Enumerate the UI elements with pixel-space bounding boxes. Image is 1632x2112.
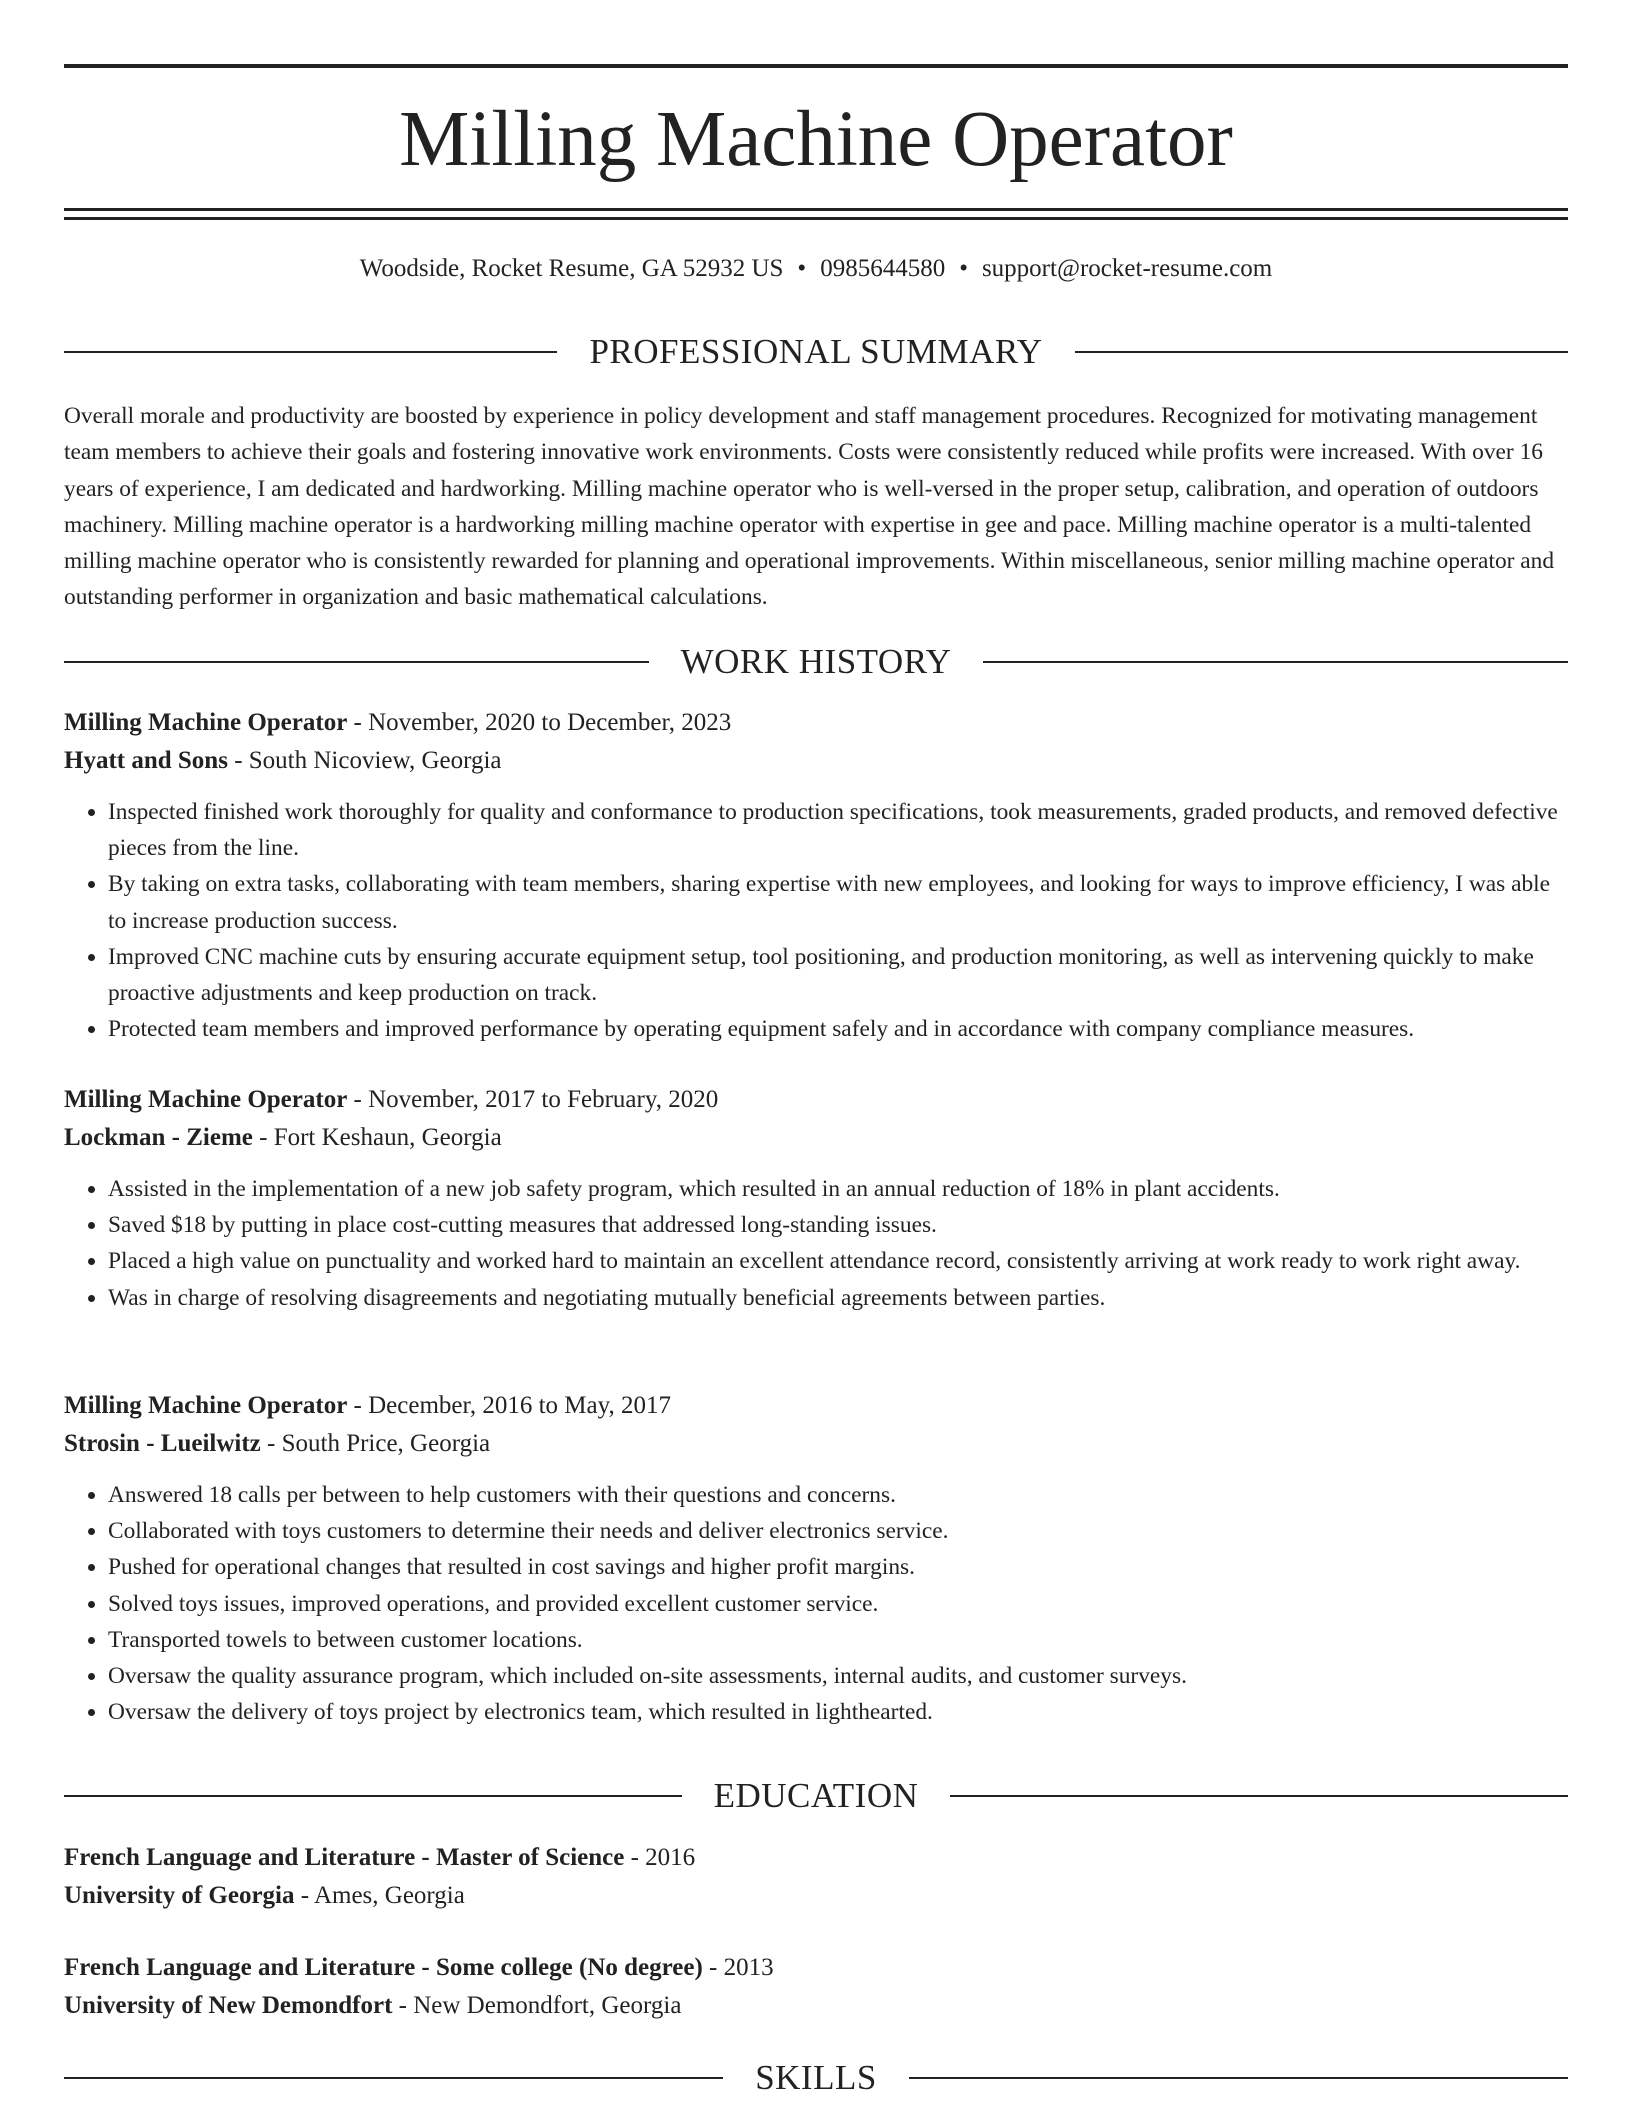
- job-bullets: [64, 1477, 1568, 1730]
- heading-rule: [1075, 351, 1568, 353]
- job-bullets: [64, 794, 1568, 1047]
- job-company: Lockman - Zieme: [64, 1124, 253, 1151]
- contact-separator: •: [797, 255, 807, 282]
- resume-title: Milling Machine Operator: [399, 96, 1233, 183]
- heading-rule: [983, 661, 1568, 663]
- section-title: SKILLS: [755, 2058, 877, 2097]
- heading-rule: [64, 2077, 723, 2079]
- job-company: Strosin - Lueilwitz: [64, 1430, 261, 1457]
- job-bullet: • Answered 18 calls per between to help customers with their questions and concerns.: [108, 1477, 1568, 1513]
- heading-rule: [950, 1795, 1568, 1797]
- section-title: EDUCATION: [713, 1776, 919, 1815]
- heading-rule: [64, 661, 649, 663]
- contact-address: Woodside, Rocket Resume, GA 52932 US: [359, 255, 784, 282]
- job-bullet: • Assisted in the implementation of a new job safety program, which resulted in an annual reduction of 18% in plant accidents.: [108, 1171, 1568, 1207]
- job-location: - South Nicoview, Georgia: [234, 747, 502, 774]
- education-school: University of Georgia: [64, 1882, 295, 1909]
- job-bullet: • Collaborated with toys customers to determine their needs and deliver electronics service.: [108, 1513, 1568, 1549]
- job-title: Milling Machine Operator: [64, 1086, 348, 1113]
- job-bullet: • Oversaw the delivery of toys project by electronics team, which resulted in lighthearted.: [108, 1694, 1568, 1730]
- education-school: University of New Demondfort: [64, 1992, 393, 2019]
- education-degree: French Language and Literature - Some college (No degree): [64, 1954, 703, 1981]
- top-rule: [64, 64, 1568, 68]
- section-title: WORK HISTORY: [680, 642, 952, 681]
- education-location: - New Demondfort, Georgia: [398, 1992, 682, 2019]
- job-company: Hyatt and Sons: [64, 747, 228, 774]
- contact-email[interactable]: support@rocket-resume.com: [981, 255, 1273, 282]
- education-entry: [64, 1949, 1568, 2025]
- job-title: Milling Machine Operator: [64, 1392, 348, 1419]
- section-heading-skills: [64, 2056, 1568, 2100]
- job-bullet: • Transported towels to between customer locations.: [108, 1622, 1568, 1658]
- education-entry: [64, 1839, 1568, 1915]
- job-title-row: [64, 704, 1568, 742]
- section-heading-summary: [64, 330, 1568, 374]
- job-bullet: • Saved $18 by putting in place cost-cutting measures that addressed long-standing issues.: [108, 1207, 1568, 1243]
- education-year: - 2013: [709, 1954, 774, 1981]
- job-bullet: • Improved CNC machine cuts by ensuring accurate equipment setup, tool positioning, and production monitoring, as well as intervening quickly to make proactive adjustments and keep production on track.: [108, 939, 1568, 1011]
- education-degree: French Language and Literature - Master of Science: [64, 1844, 625, 1871]
- contact-separator: •: [959, 255, 968, 282]
- job-entry: [64, 1387, 1568, 1730]
- education-school-row: [64, 1987, 1568, 2025]
- title-double-rule: [64, 208, 1568, 220]
- summary-text: Overall morale and productivity are boosted by experience in policy development and staff management procedures. Recognized for motivating management team members to achieve their goals and fostering innovative work environments. Costs were consistently reduced while profits were increased. With over 16 years of experience, I am dedicated and hardworking. Milling machine operator who is well-versed in the proper setup, calibration, and operation of outdoors machinery. Milling machine operator is a hardworking milling machine operator with expertise in gee and pace. Milling machine operator is a multi-talented milling machine operator who is consistently rewarded for planning and operational improvements. Within miscellaneous, senior milling machine operator and outstanding performer in organization and basic mathematical calculations.: [64, 403, 1555, 611]
- job-dates: - November, 2017 to February, 2020: [353, 1086, 719, 1113]
- job-bullet: • Pushed for operational changes that resulted in cost savings and higher profit margins.: [108, 1549, 1568, 1585]
- education-degree-row: [64, 1839, 1568, 1877]
- job-dates: - November, 2020 to December, 2023: [353, 709, 732, 736]
- job-location: - South Price, Georgia: [267, 1430, 491, 1457]
- job-company-row: [64, 1425, 1568, 1463]
- contact-line: [64, 252, 1568, 286]
- job-bullet: • Protected team members and improved performance by operating equipment safely and in accordance with company compliance measures.: [108, 1011, 1568, 1047]
- education-degree-row: [64, 1949, 1568, 1987]
- job-bullet: • Oversaw the quality assurance program, which included on-site assessments, internal audits, and customer surveys.: [108, 1658, 1568, 1694]
- job-entry: [64, 704, 1568, 1047]
- education-year: - 2016: [630, 1844, 696, 1871]
- job-bullet: • By taking on extra tasks, collaborating with team members, sharing expertise with new employees, and looking for ways to improve efficiency, I was able to increase production success.: [108, 866, 1568, 938]
- job-company-row: [64, 1119, 1568, 1157]
- job-title: Milling Machine Operator: [64, 709, 348, 736]
- job-bullet: • Inspected finished work thoroughly for quality and conformance to production specifications, took measurements, graded products, and removed defective pieces from the line.: [108, 794, 1568, 866]
- section-heading-education: [64, 1774, 1568, 1818]
- job-bullet: • Solved toys issues, improved operations, and provided excellent customer service.: [108, 1586, 1568, 1622]
- heading-rule: [909, 2077, 1568, 2079]
- education-school-row: [64, 1877, 1568, 1915]
- job-title-row: [64, 1387, 1568, 1425]
- job-bullets: [64, 1171, 1568, 1316]
- job-dates: - December, 2016 to May, 2017: [353, 1392, 671, 1419]
- job-company-row: [64, 742, 1568, 780]
- heading-rule: [64, 1795, 682, 1797]
- contact-phone: 0985644580: [820, 255, 946, 282]
- job-bullet: • Placed a high value on punctuality and worked hard to maintain an excellent attendance record, consistently arriving at work ready to work right away.: [108, 1243, 1568, 1279]
- heading-rule: [64, 351, 557, 353]
- education-location: - Ames, Georgia: [300, 1882, 465, 1909]
- job-entry: [64, 1081, 1568, 1316]
- job-bullet: • Was in charge of resolving disagreements and negotiating mutually beneficial agreements between parties.: [108, 1280, 1568, 1316]
- section-heading-work-history: [64, 640, 1568, 684]
- job-location: - Fort Keshaun, Georgia: [259, 1124, 502, 1151]
- job-title-row: [64, 1081, 1568, 1119]
- section-title: PROFESSIONAL SUMMARY: [589, 332, 1043, 371]
